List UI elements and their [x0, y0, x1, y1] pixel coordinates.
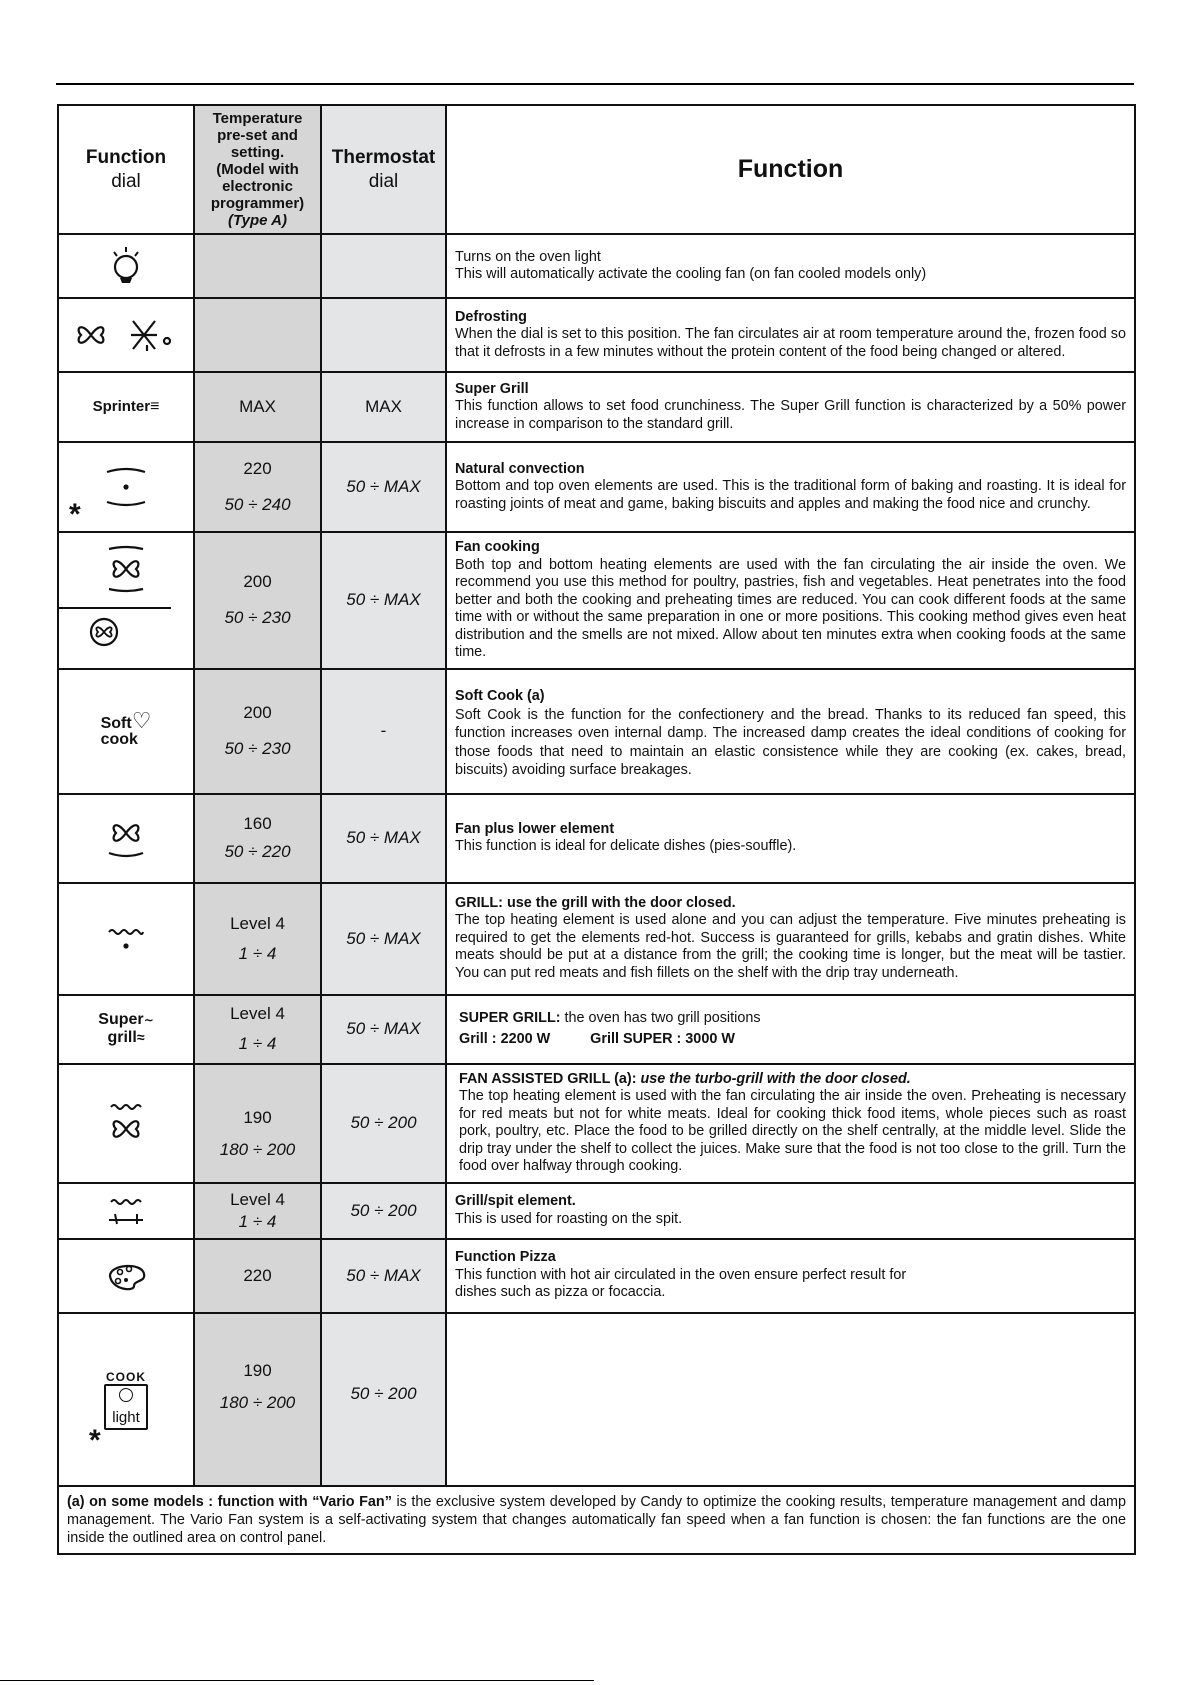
oven-light-icon [106, 243, 146, 289]
thermostat-value: 50 ÷ MAX [346, 477, 421, 496]
footnote-text: is the exclusive system developed by Candy to optimize the cooking results, temperature management and damp management. The Vario Fan system is a self-activating system that changes automatically fan speed when a fan function is chosen: the fan functions are the one inside the outlined area on control panel. [67, 1494, 1126, 1546]
range-value: 50 ÷ 230 [224, 608, 291, 628]
description-title: FAN ASSISTED GRILL (a): [459, 1070, 641, 1087]
temperature-cell [194, 883, 321, 995]
description-title-line [459, 1071, 1126, 1089]
function-dial-cell [58, 669, 194, 794]
thermostat-cell [321, 995, 446, 1064]
temperature-cell [194, 298, 321, 372]
description-cell [446, 234, 1135, 298]
description-text: This function with hot air circulated in the oven ensure perfect result for dishes such as pizza or focaccia. [455, 1266, 907, 1301]
preset-value: 220 [243, 1265, 272, 1285]
header-temp-line6: programmer) [210, 195, 305, 212]
thermostat-cell [321, 532, 446, 669]
function-dial-cell [58, 1183, 194, 1239]
description-cell [446, 883, 1135, 995]
temperature-cell [194, 1183, 321, 1239]
function-dial-cell [58, 1239, 194, 1313]
grill-spit-icon [103, 1194, 149, 1228]
thermostat-cell [321, 298, 446, 372]
range-value: 1 ÷ 4 [238, 1034, 277, 1053]
description-text: Turns on the oven light This will automatically activate the cooling fan (on fan cooled models only) [455, 248, 927, 282]
function-dial-cell [58, 1313, 194, 1486]
function-dial-cell [58, 532, 194, 669]
table-row [58, 298, 1135, 372]
thermostat-cell [321, 883, 446, 995]
soft-cook-label-2: cook [100, 731, 138, 748]
description-title: GRILL: use the grill with the door closed. [455, 894, 736, 911]
thermostat-value: 50 ÷ MAX [346, 1265, 421, 1285]
footnote-bold: (a) on some models : function with “Vario Fan” [67, 1494, 392, 1510]
note-star: * [69, 498, 81, 531]
description-title: Fan plus lower element [455, 820, 615, 837]
description-cell [446, 298, 1135, 372]
table-row [58, 794, 1135, 883]
description-title: Super Grill [455, 380, 529, 397]
preset-value: 200 [243, 572, 272, 592]
thermostat-cell [321, 442, 446, 532]
super-grill-icon: Super∼ grill≈ [98, 1011, 154, 1046]
description-text: This function allows to set food crunchiness. The Super Grill function is characterized by a 50% power increase in comparison to the standard grill. [455, 398, 1126, 432]
cook-light-frame [104, 1384, 148, 1430]
clock-icon [119, 1388, 133, 1402]
thermostat-value: 50 ÷ MAX [346, 828, 421, 847]
header-temp-line3: setting. [230, 144, 285, 161]
description-cell [446, 794, 1135, 883]
preset-value: 220 [243, 459, 272, 478]
description-title-line [459, 1010, 1126, 1028]
temperature-cell [194, 995, 321, 1064]
defrost-icon [71, 315, 181, 355]
description-text: This function is ideal for delicate dishes (pies-souffle). [455, 838, 797, 854]
preset-value: 160 [243, 814, 272, 833]
description-cell [446, 1313, 1135, 1486]
table-row [58, 1239, 1135, 1313]
function-dial-cell [58, 883, 194, 995]
temperature-cell [194, 532, 321, 669]
description-title: Soft Cook (a) [455, 688, 545, 705]
header-row [58, 105, 1135, 234]
thermostat-value: 50 ÷ 200 [350, 1383, 417, 1403]
description-title: Fan cooking [455, 539, 540, 555]
range-value: 1 ÷ 4 [238, 943, 277, 963]
function-dial-cell [58, 298, 194, 372]
fan-assisted-grill-icon [103, 1101, 149, 1145]
header-function-dial-line1: Function [85, 146, 167, 168]
header-thermostat [321, 105, 446, 234]
note-star: * [89, 1423, 101, 1457]
thermostat-cell [321, 1183, 446, 1239]
thermostat-value: 50 ÷ MAX [346, 590, 421, 610]
header-temp-line5: electronic [222, 178, 293, 195]
temperature-cell [194, 442, 321, 532]
sprinter-icon-label: Sprinter [92, 398, 151, 415]
thermostat-value: MAX [365, 397, 402, 416]
function-dial-cell [58, 372, 194, 442]
thermostat-cell [321, 1064, 446, 1183]
thermostat-cell [321, 794, 446, 883]
description-title-italic: use the turbo-grill with the door closed. [640, 1070, 911, 1087]
footnote [57, 1485, 1136, 1555]
temperature-cell [194, 1313, 321, 1486]
header-temp-line4: (Model with [216, 161, 299, 178]
temperature-cell [194, 669, 321, 794]
description-text: The top heating element is used with the fan circulating the air inside the oven. Preheating is necessary for red meats but not for white meats. Ideal for cooking thick food items, whole pieces such as roast pork, poultry, etc. Place the food to be grilled directly on the shelf centrally, at the middle level. Slide the drip tray under the shelf to collect the juices. Make sure that the food is not too close to the grill. Turn the food over halfway through cooking. [459, 1088, 1126, 1174]
function-dial-cell [58, 995, 194, 1064]
fan-cooking-icon [101, 543, 151, 593]
preset-value: 200 [243, 703, 272, 722]
header-temperature [194, 105, 321, 234]
description-cell [446, 669, 1135, 794]
temperature-cell [194, 794, 321, 883]
description-title: Natural convection [455, 460, 585, 477]
header-thermostat-line1: Thermostat [331, 146, 436, 168]
function-dial-cell [58, 794, 194, 883]
description-text: Both top and bottom heating elements are used with the fan circulating the air inside the oven. We recommend you use this method for poultry, pastries, fish and vegetables. Heat penetrates into the food better and both the cooking and preheating times are reduced. You can cook different foods at the same time with or without the same preparation in one or more positions. This cooking method gives even heat distribution and the smells are not mixed. Allow about ten minutes extra when cooking foods at the same time. [455, 556, 1126, 660]
table-row [58, 442, 1135, 532]
header-temp-line1: Temperature [212, 110, 303, 127]
temperature-cell [194, 372, 321, 442]
description-cell [446, 1183, 1135, 1239]
thermostat-value: 50 ÷ MAX [346, 1019, 421, 1038]
thermostat-cell [321, 372, 446, 442]
thermostat-value: - [380, 721, 387, 740]
header-thermostat-line2: dial [368, 170, 399, 192]
function-dial-cell [58, 442, 194, 532]
description-cell [446, 1239, 1135, 1313]
natural-convection-icon [101, 462, 151, 512]
bottom-rule [0, 1680, 594, 1681]
sprinter-icon: Sprinter≡ [92, 398, 160, 415]
thermostat-cell [321, 669, 446, 794]
description-cell [446, 1064, 1135, 1183]
preset-value: Level 4 [230, 913, 285, 933]
header-function-dial [58, 105, 194, 234]
description-text: When the dial is set to this position. The fan circulates air at room temperature around the, frozen food so that it defrosts in a few minutes without the protein content of the food being changed or altered. [455, 326, 1126, 360]
table-row [58, 372, 1135, 442]
table-row [58, 234, 1135, 298]
range-value: 50 ÷ 220 [224, 842, 291, 861]
description-power: Grill : 2200 W Grill SUPER : 3000 W [459, 1030, 735, 1047]
preset-value: MAX [239, 397, 276, 416]
header-temp-line2: pre-set and [217, 127, 298, 144]
pizza-icon [104, 1258, 148, 1294]
cook-light-label-2: light [112, 1409, 140, 1426]
description-title-rest: the oven has two grill positions [560, 1010, 761, 1026]
description-title: Function Pizza [455, 1249, 556, 1266]
thermostat-value: 50 ÷ MAX [346, 928, 421, 948]
description-text: Bottom and top oven elements are used. This is the traditional form of baking and roasting. It is ideal for roasting joints of meat and game, baking biscuits and apples and making the food nice and crunchy. [455, 478, 1126, 512]
description-cell [446, 995, 1135, 1064]
function-dial-cell [58, 234, 194, 298]
cook-light-icon [104, 1370, 148, 1430]
range-value: 50 ÷ 230 [224, 739, 291, 758]
description-cell [446, 372, 1135, 442]
temperature-cell [194, 1064, 321, 1183]
range-value: 50 ÷ 240 [224, 495, 291, 514]
soft-cook-label-1: Soft [100, 715, 132, 732]
function-dial-cell [58, 1064, 194, 1183]
table-row [58, 532, 1135, 669]
description-text: The top heating element is used alone and you can adjust the temperature. Five minutes preheating is required to get the elements red-hot. Success is guaranteed for grills, kebabs and gratin dishes. White meats should be put at a distance from the grill; the cooking time is longer, but the meat will be tastier. You can put red meats and fish fillets on the shelf with the drip tray underneath. [455, 912, 1126, 981]
temperature-cell [194, 234, 321, 298]
temperature-cell [194, 1239, 321, 1313]
table-row [58, 669, 1135, 794]
preset-value: 190 [243, 1360, 272, 1380]
range-value: 180 ÷ 200 [219, 1392, 296, 1412]
range-value: 1 ÷ 4 [238, 1211, 277, 1231]
description-title: Defrosting [455, 308, 527, 325]
thermostat-cell [321, 234, 446, 298]
thermostat-value: 50 ÷ 200 [350, 1200, 417, 1220]
table-row [58, 1313, 1135, 1486]
range-value: 180 ÷ 200 [219, 1140, 296, 1159]
super-grill-label-2: grill [107, 1029, 137, 1046]
fan-lower-element-icon [103, 815, 149, 861]
description-cell [446, 442, 1135, 532]
header-temp-line7: (Type A) [228, 212, 287, 229]
description-title: Grill/spit element. [455, 1193, 576, 1209]
header-function: Function [446, 105, 1135, 234]
header-function-dial-line2: dial [111, 170, 141, 192]
super-grill-label-1: Super [98, 1011, 144, 1028]
table-row [58, 883, 1135, 995]
grill-icon [103, 924, 149, 954]
description-title: SUPER GRILL: [459, 1010, 561, 1026]
table-row [58, 1064, 1135, 1183]
thermostat-value: 50 ÷ 200 [350, 1113, 417, 1132]
soft-cook-icon: Soft♡ cook [100, 708, 152, 748]
thermostat-cell [321, 1313, 446, 1486]
thermostat-cell [321, 1239, 446, 1313]
preset-value: Level 4 [230, 1004, 285, 1023]
cook-light-label-1: COOK [106, 1370, 146, 1384]
function-table [57, 104, 1136, 1487]
icon-divider [59, 607, 171, 609]
table-row [58, 995, 1135, 1064]
preset-value: 190 [243, 1108, 272, 1127]
table-row [58, 1183, 1135, 1239]
description-cell [446, 532, 1135, 669]
description-text: This is used for roasting on the spit. [455, 1210, 683, 1227]
fan-circle-icon [87, 615, 121, 649]
preset-value: Level 4 [230, 1189, 285, 1209]
description-text: Soft Cook is the function for the confectionery and the bread. Thanks to its reduced fan speed, this function increases oven internal damp. The increased damp creates the ideal conditions of cooking for those foods that need to maintain an elastic consistence while they are cooking (ex. cakes, bread, biscuits) avoiding surface breakages. [455, 706, 1126, 779]
top-rule [56, 83, 1134, 85]
